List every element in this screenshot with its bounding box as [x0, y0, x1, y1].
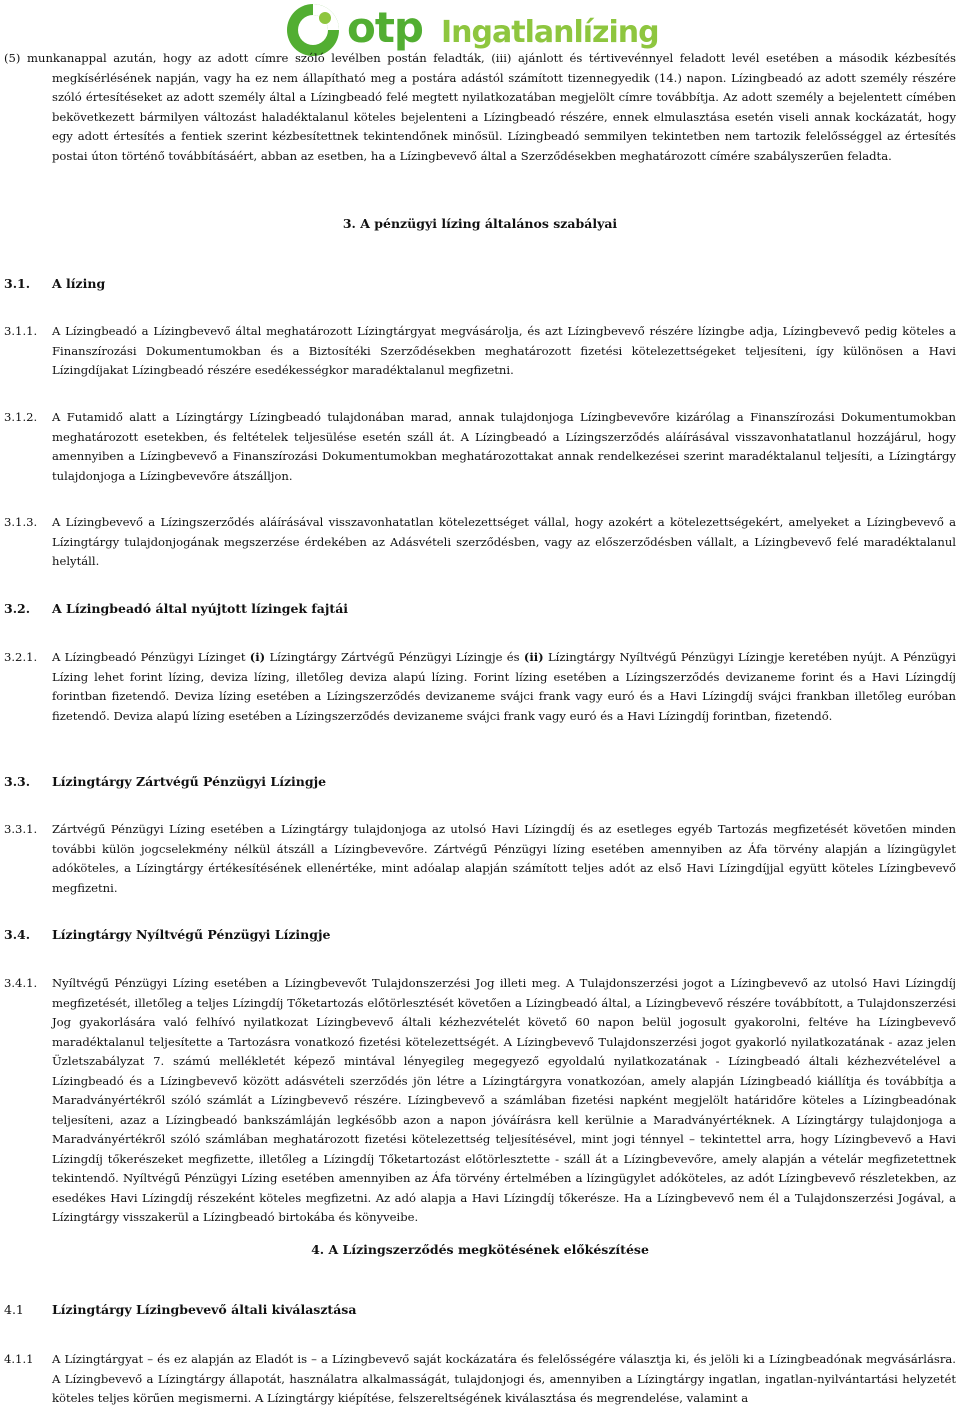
intro-paragraph: (5) munkanappal azután, hogy az adott címre szóló levélben postán feladták, (iii) ajánlott és tértivevénnyel feladott levél esetében a második kézbesítés megkísérlésének napján, vagy ha ez nem állapítható meg a postára adástól számított tizennegyedik (14.) napon. Lízingbeadó az adott személy részére szóló értesítéseket az adott személy által a Lízingbeadó felé megtett nyilatkozatában megjelölt címre továbbítja. Az adott személy a bejelentett címében bekövetkezett bármilyen változást haladéktalanul köteles bejelenteni a Lízingbeadó részére, ennek elmulasztása esetén viseli annak kockázatát, hogy egy adott értesítés a fentiek szerint kézbesítettnek tekintendőnek minősül. Lízingbeadó semmilyen tekintetben nem tartozik felelősséggel az értesítés postai úton történő továbbításáért, abban az esetben, ha a Lízingbevevő által a Szerződésekben meghatározott címére szabályszerűen feladta. [4, 51, 956, 163]
section-3-2-number: 3.2. [4, 601, 31, 616]
section-3-1-2-text: A Futamidő alatt a Lízingtárgy Lízingbeadó tulajdonában marad, annak tulajdonjoga Lízingbevevőre kizárólag a Finanszírozási Dokumentumokban meghatározott esetekben, és feltételek teljesülése esetén száll át. A Lízingbeadó a Lízingszerződés aláírásával visszavonhatatlanul hozzájárul, hogy amennyiben a Lízingbevevő a Finanszírozási Dokumentumokban meghatározottakat annak rendelkezései szerint maradéktalanul teljesíti, a Lízingtárgy tulajdonjoga a Lízingbevevőre átszálljon. [52, 410, 956, 483]
section-3-1-1-number: 3.1.1. [4, 324, 38, 338]
section-4-1-number: 4.1 [4, 1302, 24, 1317]
section-3-2-1-item-i: (i) [249, 650, 266, 664]
section-3-1-title: A lízing [52, 276, 106, 291]
section-3-3-title: Lízingtárgy Zártvégű Pénzügyi Lízingje [52, 774, 327, 789]
section-3-2-1-text-a: A Lízingbeadó Pénzügyi Lízinget [52, 650, 250, 664]
section-4-1-title: Lízingtárgy Lízingbevevő általi kiválasztása [52, 1302, 357, 1317]
section-3-3-1-text: Zártvégű Pénzügyi Lízing esetében a Lízingtárgy tulajdonjoga az utolsó Havi Lízingdíj és az esetleges egyéb Tartozás megfizetését követően minden további külön jogcselekmény nélkül átszáll a Lízingbevevőre. Zártvégű Pénzügyi lízing esetében amennyiben az Áfa törvény alapján a lízingügylet adóköteles, a Lízingtárgy értékesítésének ellenértéke, mint adóalap alapján számított teljes adót az első Havi Lízingdíjjal együtt köteles Lízingbevevő megfizetni. [52, 822, 956, 895]
section-4-title: 4. A Lízingszerződés megkötésének előkészítése [311, 1242, 649, 1257]
section-3-2-title: A Lízingbeadó által nyújtott lízingek fajtái [52, 601, 349, 616]
logo-ingatlanlizing-text: Ingatlanlízing [441, 15, 659, 50]
section-3-1-2-number: 3.1.2. [4, 410, 38, 424]
section-3-1-1-text: A Lízingbeadó a Lízingbevevő által meghatározott Lízingtárgyat megvásárolja, és azt Lízingbevevő részére lízingbe adja, Lízingbevevő pedig köteles a Finanszírozási Dokumentumokban és a Biztosítéki Szerződésekben meghatározott fizetési kötelezettségeket teljesíteni, így különösen a Havi Lízingdíjakat Lízingbeadó részére esedékességkor maradéktalanul megfizetni. [52, 324, 956, 377]
section-3-2-1-text-b: Lízingtárgy Zártvégű Pénzügyi Lízingje és [265, 650, 524, 664]
section-3-3-1-number: 3.3.1. [4, 822, 38, 836]
section-4-1-1-text: A Lízingtárgyat – és ez alapján az Eladót is – a Lízingbevevő saját kockázatára és felelősségére választja ki, és jelöli ki a Lízingbeadónak megvásárlásra. A Lízingbevevő a Lízingtárgy állapotát, használatra alkalmasságát, tulajdonjogi és, amennyiben a Lízingtárgy ingatlan, ingatlan-nyilvántartási helyzetét köteles teljes körűen megismerni. A Lízingtárgy kiépítése, felszereltségének kiválasztása és megrendelése, valamint a [52, 1352, 956, 1405]
section-3-2-1-text-c: Lízingtárgy Nyíltvégű Pénzügyi Lízingje keretében nyújt. A Pénzügyi Lízing lehet forint lízing, deviza lízing, illetőleg deviza alapú lízing. Forint lízing esetében a Lízingszerződés devizaneme forint és a Havi Lízingdíj forintban fizetendő. Deviza lízing esetében a Lízingszerződés devizaneme svájci frank vagy euró és a Havi Lízingdíj svájci frankban illetőleg euróban fizetendő. Deviza alapú lízing esetében a Lízingszerződés devizaneme svájci frank vagy euró és a Havi Lízingdíj forintban, fizetendő. [52, 650, 956, 723]
section-3-1-3-number: 3.1.3. [4, 515, 38, 529]
section-4-1-1-number: 4.1.1 [4, 1352, 34, 1366]
logo-otp-text: otp [347, 3, 423, 52]
section-3-2-1-number: 3.2.1. [4, 650, 38, 664]
section-3-2-1-item-ii: (ii) [523, 650, 544, 664]
section-3-title: 3. A pénzügyi lízing általános szabályai [342, 216, 618, 231]
section-3-4-1-number: 3.4.1. [4, 976, 38, 990]
section-3-4-title: Lízingtárgy Nyíltvégű Pénzügyi Lízingje [52, 927, 331, 942]
section-3-4-1-text: Nyíltvégű Pénzügyi Lízing esetében a Lízingbevevőt Tulajdonszerzési Jog illeti meg. A Tulajdonszerzési jogot a Lízingbevevő az utolsó Havi Lízingdíj megfizetését, illetőleg a teljes Lízingdíj Tőketartozás előtörlesztését követően a Lízingbeadó által, a Lízingbevevő részére továbbított, a Tulajdonszerzési Jog gyakorlására való felhívó nyilatkozat Lízingbevevő általi kézhezvételét követő 60 napon belül jogosult gyakorolni, feltéve ha Lízingbevevő maradéktalanul teljesítette a Tartozásra vonatkozó fizetési kötelezettségét. A Lízingbevevő Tulajdonszerzési jogot gyakorló nyilatkozatának - azaz jelen Üzletszabályzat 7. számú mellékletét képező mintával lényegileg megegyező egyoldalú nyilatkozatának - Lízingbeadó általi kézhezvételével a Lízingbeadó és a Lízingbevevő között adásvételi szerződés jön létre a Lízingtárgyra vonatkozóan, amely alapján Lízingbeadó kiállítja és továbbítja a Maradványértékről szóló számlát a Lízingbevevő részére. Lízingbevevő a számlában fizetési napként megjelölt határidőre köteles a Lízingbeadónak teljesíteni, azaz a Lízingbeadó bankszámláján legkésőbb azon a napon jóváírásra kell kerülnie a Maradványértéknek. A Lízingtárgy tulajdonjoga a Maradványértékről szóló számlában meghatározott fizetési kötelezettség teljesítésével, mint jogi ténnyel – tekintettel arra, hogy Lízingbevevő a Havi Lízingdíj tőkerészeket megfizette, illetőleg a Lízingdíj Tőketartozást előtörlesztette - száll át a Lízingbevevőre, amely alapján a vételár megfizetettnek tekintendő. Nyíltvégű Pénzügyi Lízing esetében amennyiben az Áfa törvény értelmében a lízingügylet adóköteles, az adót Lízingbevevő részletekben, az esedékes Havi Lízingdíj részeként köteles megfizetni. Az adó alapja a Havi Lízingdíj tőkerésze. Ha a Lízingbevevő nem él a Tulajdonszerzési Jogával, a Lízingtárgy visszakerül a Lízingbeadó birtokába és könyveibe. [52, 976, 956, 1224]
section-3-2-1-text [52, 648, 956, 726]
section-3-3-number: 3.3. [4, 774, 31, 789]
section-3-1-3-text: A Lízingbevevő a Lízingszerződés aláírásával visszavonhatatlan kötelezettséget vállal, hogy azokért a kötelezettségekért, amelyeket a Lízingbevevő a Lízingtárgy tulajdonjogának megszerzése érdekében az Adásvételi szerződésben, vagy az előszerződésben vállalt, a Lízingbevevő felé maradéktalanul helytáll. [52, 515, 956, 568]
section-3-1-number: 3.1. [4, 276, 31, 291]
section-3-4-number: 3.4. [4, 927, 31, 942]
